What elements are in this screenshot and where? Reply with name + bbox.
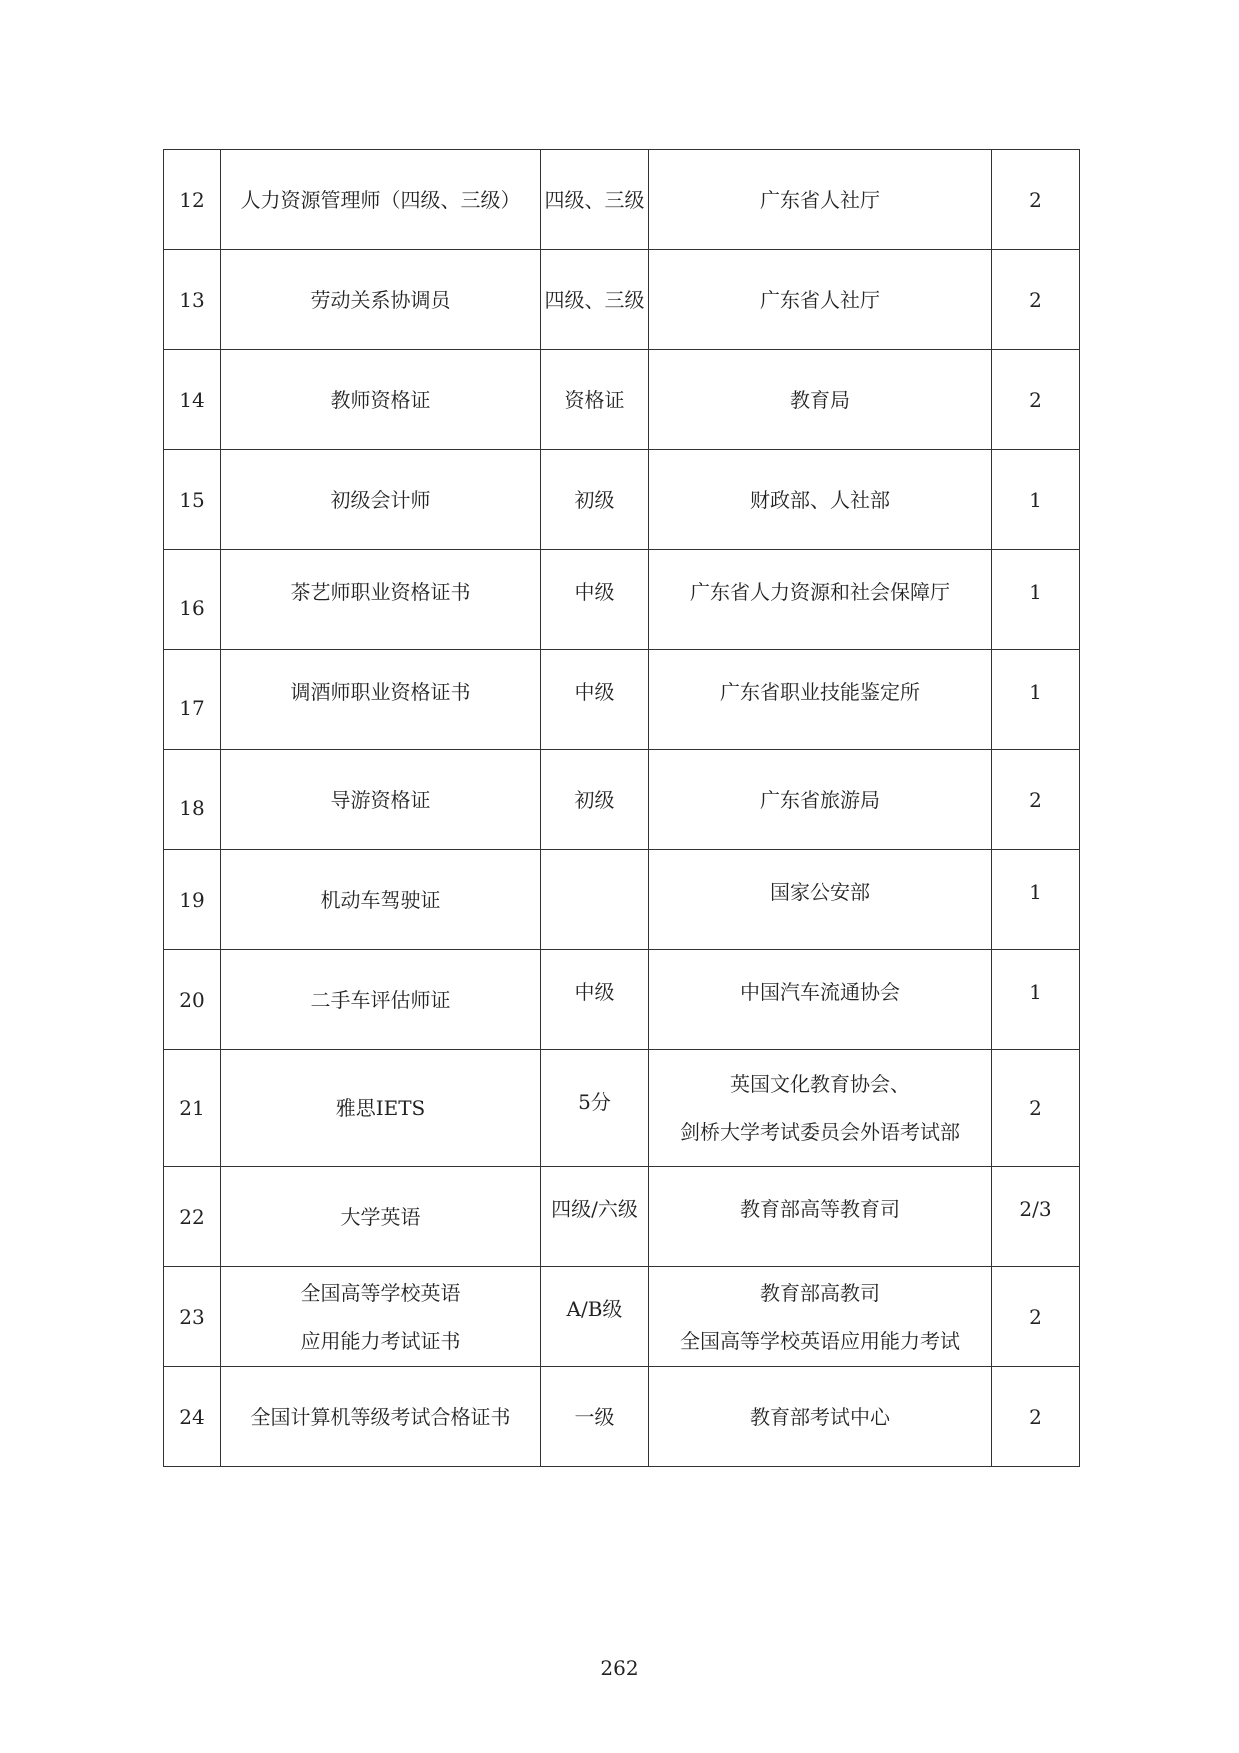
issuing-authority — [649, 1267, 992, 1367]
credit-value — [992, 250, 1080, 350]
row-number-text: 24 — [179, 1404, 205, 1429]
certificate-level-line: 中级 — [574, 579, 615, 604]
certificate-level — [541, 1367, 649, 1467]
issuing-authority-line: 剑桥大学考试委员会外语考试部 — [680, 1120, 960, 1144]
credit-value — [992, 850, 1080, 950]
issuing-authority — [649, 150, 992, 250]
row-number — [164, 1167, 221, 1267]
row-number-text: 23 — [179, 1304, 205, 1329]
certificate-level-line: 中级 — [574, 979, 615, 1004]
credit-value — [992, 650, 1080, 750]
table-row — [164, 1267, 1080, 1367]
credit-value — [992, 450, 1080, 550]
certificate-table-body — [164, 150, 1080, 1467]
certificate-level-line: 初级 — [574, 487, 615, 512]
certificate-name — [221, 550, 541, 650]
row-number-text: 14 — [179, 387, 205, 412]
certificate-name-line: 初级会计师 — [330, 487, 431, 512]
certificate-level — [541, 150, 649, 250]
credit-value-text: 1 — [1029, 487, 1042, 512]
row-number — [164, 250, 221, 350]
certificate-level — [541, 750, 649, 850]
table-row — [164, 950, 1080, 1050]
certificate-name-line: 雅思IETS — [335, 1096, 426, 1120]
credit-value-text: 2 — [1029, 1096, 1042, 1120]
certificate-name — [221, 1167, 541, 1267]
credit-value-text: 2 — [1029, 1404, 1042, 1429]
credit-value-text: 2 — [1029, 387, 1042, 412]
certificate-name-line: 机动车驾驶证 — [320, 887, 441, 912]
certificate-name — [221, 1367, 541, 1467]
row-number-text: 21 — [179, 1096, 205, 1120]
issuing-authority-line: 英国文化教育协会、 — [730, 1072, 910, 1096]
row-number-text: 18 — [179, 795, 205, 820]
issuing-authority-line: 国家公安部 — [770, 879, 870, 904]
certificate-level — [541, 1050, 649, 1167]
certificate-level — [541, 550, 649, 650]
row-number — [164, 450, 221, 550]
issuing-authority-line: 财政部、人社部 — [750, 487, 890, 512]
credit-value — [992, 1367, 1080, 1467]
certificate-name — [221, 150, 541, 250]
row-number — [164, 950, 221, 1050]
issuing-authority-line: 广东省人社厅 — [760, 187, 880, 212]
row-number-text: 19 — [179, 887, 205, 912]
credit-value — [992, 1167, 1080, 1267]
issuing-authority — [649, 350, 992, 450]
credit-value-text: 2/3 — [1019, 1196, 1052, 1221]
issuing-authority — [649, 1367, 992, 1467]
certificate-name-line: 茶艺师职业资格证书 — [290, 579, 471, 604]
certificate-level — [541, 850, 649, 950]
issuing-authority-line: 教育部高等教育司 — [740, 1196, 900, 1221]
issuing-authority — [649, 450, 992, 550]
certificate-level — [541, 950, 649, 1050]
credit-value — [992, 750, 1080, 850]
table-row — [164, 150, 1080, 250]
table-row — [164, 850, 1080, 950]
issuing-authority-line: 教育部高教司 — [760, 1280, 880, 1305]
table-row — [164, 550, 1080, 650]
table-row — [164, 1367, 1080, 1467]
certificate-level — [541, 450, 649, 550]
certificate-name-line: 二手车评估师证 — [310, 987, 451, 1012]
certificate-level-line: 四级/六级 — [551, 1196, 638, 1221]
certificate-name — [221, 650, 541, 750]
row-number — [164, 750, 221, 850]
table-row — [164, 1050, 1080, 1167]
row-number-text: 22 — [179, 1204, 205, 1229]
certificate-level-line: A/B级 — [566, 1296, 623, 1321]
issuing-authority — [649, 550, 992, 650]
issuing-authority — [649, 1050, 992, 1167]
credit-value — [992, 950, 1080, 1050]
certificate-level-line: 中级 — [574, 679, 615, 704]
certificate-name — [221, 750, 541, 850]
issuing-authority — [649, 950, 992, 1050]
certificate-name — [221, 1050, 541, 1167]
issuing-authority-line: 广东省旅游局 — [760, 787, 880, 812]
credit-value — [992, 1050, 1080, 1167]
issuing-authority — [649, 1167, 992, 1267]
certificate-level-line: 初级 — [574, 787, 615, 812]
certificate-name — [221, 850, 541, 950]
certificate-level — [541, 650, 649, 750]
certificate-level — [541, 250, 649, 350]
certificate-name — [221, 1267, 541, 1367]
certificate-table — [163, 149, 1080, 1467]
credit-value-text: 1 — [1029, 879, 1042, 904]
table-row — [164, 350, 1080, 450]
table-row — [164, 1167, 1080, 1267]
issuing-authority-line: 教育部考试中心 — [750, 1404, 890, 1429]
certificate-name-line: 教师资格证 — [330, 387, 431, 412]
credit-value — [992, 1267, 1080, 1367]
issuing-authority-line: 广东省职业技能鉴定所 — [720, 679, 920, 704]
certificate-level-line: 一级 — [574, 1404, 615, 1429]
certificate-name — [221, 250, 541, 350]
credit-value — [992, 350, 1080, 450]
row-number — [164, 150, 221, 250]
certificate-level — [541, 1167, 649, 1267]
row-number — [164, 1367, 221, 1467]
issuing-authority — [649, 250, 992, 350]
certificate-level — [541, 1267, 649, 1367]
row-number — [164, 550, 221, 650]
credit-value — [992, 150, 1080, 250]
issuing-authority-line: 广东省人力资源和社会保障厅 — [690, 579, 950, 604]
page-number: 262 — [600, 1656, 639, 1680]
issuing-authority — [649, 750, 992, 850]
credit-value-text: 1 — [1029, 979, 1042, 1004]
table-row — [164, 650, 1080, 750]
row-number — [164, 850, 221, 950]
table-row — [164, 250, 1080, 350]
issuing-authority-line: 教育局 — [790, 387, 850, 412]
row-number — [164, 1050, 221, 1167]
credit-value-text: 2 — [1029, 787, 1042, 812]
row-number-text: 16 — [179, 595, 205, 620]
credit-value-text: 1 — [1029, 679, 1042, 704]
certificate-name-line: 导游资格证 — [330, 787, 431, 812]
row-number — [164, 1267, 221, 1367]
row-number-text: 13 — [179, 287, 205, 312]
certificate-name-line: 大学英语 — [340, 1204, 421, 1229]
credit-value-text: 2 — [1029, 187, 1042, 212]
certificate-name-line: 全国高等学校英语 — [300, 1280, 461, 1305]
issuing-authority — [649, 850, 992, 950]
certificate-name-line: 调酒师职业资格证书 — [290, 679, 471, 704]
table-row — [164, 450, 1080, 550]
certificate-name-line: 全国计算机等级考试合格证书 — [250, 1404, 511, 1429]
row-number — [164, 650, 221, 750]
certificate-name — [221, 350, 541, 450]
issuing-authority-line: 广东省人社厅 — [760, 287, 880, 312]
credit-value — [992, 550, 1080, 650]
certificate-name — [221, 450, 541, 550]
row-number-text: 15 — [179, 487, 205, 512]
issuing-authority-line: 中国汽车流通协会 — [740, 979, 900, 1004]
row-number-text: 17 — [179, 695, 205, 720]
row-number — [164, 350, 221, 450]
certificate-name-line: 人力资源管理师（四级、三级） — [240, 187, 521, 212]
certificate-name-line: 应用能力考试证书 — [300, 1328, 461, 1353]
certificate-level — [541, 350, 649, 450]
issuing-authority-line: 全国高等学校英语应用能力考试 — [680, 1328, 960, 1353]
issuing-authority — [649, 650, 992, 750]
certificate-level-line: 5分 — [578, 1090, 611, 1114]
credit-value-text: 2 — [1029, 1304, 1042, 1329]
certificate-level-line: 四级、三级 — [544, 287, 645, 312]
certificate-level-line: 四级、三级 — [544, 187, 645, 212]
credit-value-text: 1 — [1029, 579, 1042, 604]
row-number-text: 20 — [179, 987, 205, 1012]
certificate-name-line: 劳动关系协调员 — [310, 287, 451, 312]
row-number-text: 12 — [179, 187, 205, 212]
table-row — [164, 750, 1080, 850]
certificate-level-line: 资格证 — [564, 387, 625, 412]
credit-value-text: 2 — [1029, 287, 1042, 312]
certificate-name — [221, 950, 541, 1050]
